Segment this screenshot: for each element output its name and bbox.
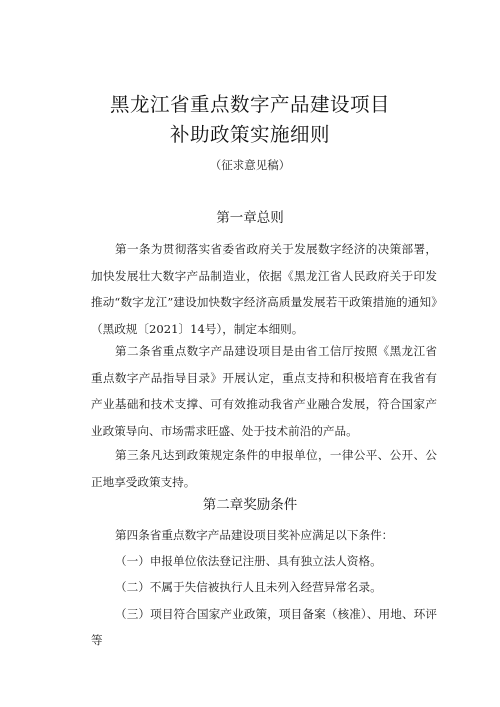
condition-item-2: （二）不属于失信被执行人且未列入经营异常名录。	[115, 580, 382, 594]
article-3-paragraph: 第三条凡达到政策规定条件的申报单位，一律公平、公开、公正地享受政策支持。	[91, 448, 437, 489]
article-4-intro: 第四条省重点数字产品建设项目奖补应满足以下条件：	[115, 528, 394, 542]
article-2-paragraph: 第二条省重点数字产品建设项目是由省工信厅按照《黑龙江省重点数字产品指导目录》开展认定，重点支持和积极培育在我省有产业基础和技术支撑、可有效推动我省产业融合发展，符合国家产业政策导向、市场需求旺盛、处于技术前沿的产品。	[91, 344, 437, 438]
document-subtitle: （征求意见稿）	[209, 158, 291, 172]
condition-item-3: （三）项目符合国家产业政策，项目备案（核准）、用地、环评等	[91, 607, 437, 647]
article-1-paragraph: 第一条为贯彻落实省委省政府关于发展数字经济的决策部署，加快发展壮大数字产品制造业，依据《黑龙江省人民政府关于印发推动“数字龙江”建设加快数字经济高质量发展若干政策措施的通知》（黑政规〔2021〕14号），制定本细则。	[91, 242, 437, 336]
chapter-heading-2: 第二章奖励条件	[202, 497, 298, 513]
chapter-heading-1: 第一章总则	[216, 210, 284, 226]
document-title-line2: 补助政策实施细则	[169, 123, 330, 146]
document-title-line1: 黑龙江省重点数字产品建设项目	[109, 93, 390, 116]
condition-item-1: （一）申报单位依法登记注册、具有独立法人资格。	[115, 554, 382, 568]
